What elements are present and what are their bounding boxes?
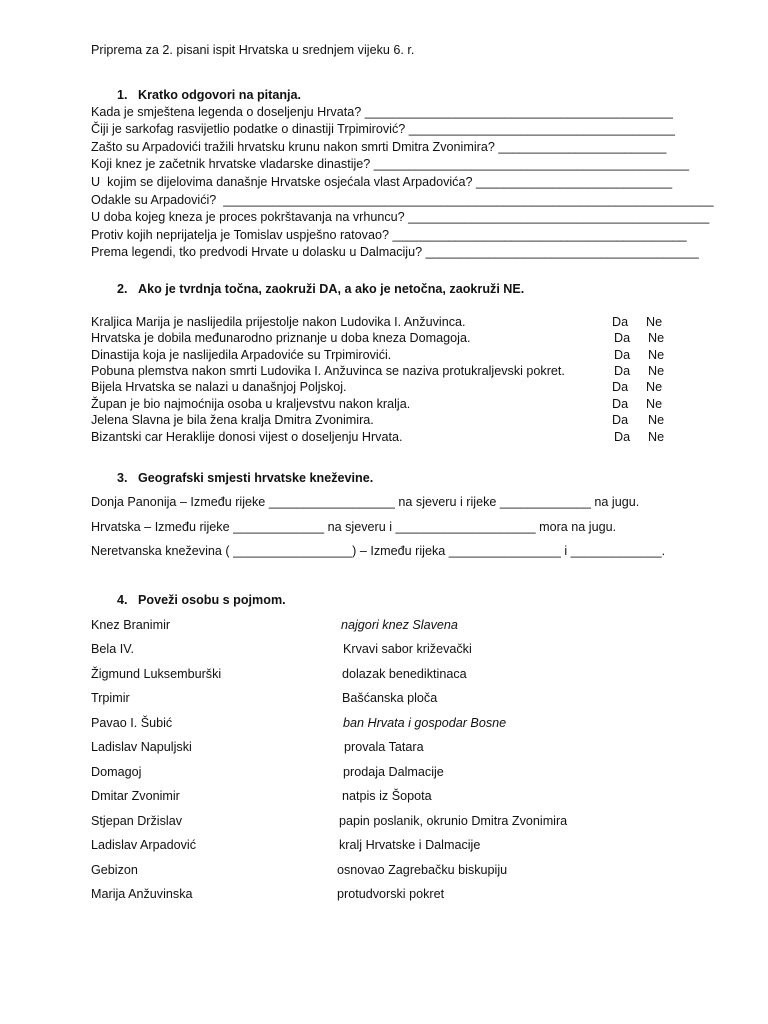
statement-3: Dinastija koja je naslijedila Arpadoviće su Trpimirovići. xyxy=(91,348,392,362)
term-8: natpis iz Šopota xyxy=(342,789,432,803)
answer-ne[interactable]: Ne xyxy=(648,413,665,427)
answer-da[interactable]: Da xyxy=(612,413,629,427)
term-9: papin poslanik, okrunio Dmitra Zvonimira xyxy=(339,814,568,828)
question-4: Koji knez je začetnik hrvatske vladarske dinastije? _____________________________________________ xyxy=(91,157,689,171)
term-10: kralj Hrvatske i Dalmacije xyxy=(339,838,481,852)
geography-line-3: Neretvanska kneževina ( _________________) – Između rijeka ________________ i _____________. xyxy=(91,544,666,558)
statement-8: Bizantski car Heraklije donosi vijest o doseljenju Hrvata. xyxy=(91,430,403,444)
person-4: Trpimir xyxy=(91,691,130,705)
answer-ne[interactable]: Ne xyxy=(648,430,665,444)
term-7: prodaja Dalmacije xyxy=(343,765,444,779)
question-8: Protiv kojih neprijatelja je Tomislav uspješno ratovao? __________________________________________ xyxy=(91,228,687,242)
section-2-number: 2. xyxy=(117,282,128,296)
answer-ne[interactable]: Ne xyxy=(648,331,665,345)
answer-da[interactable]: Da xyxy=(614,331,631,345)
question-6: Odakle su Arpadovići? ______________________________________________________________________ xyxy=(91,193,714,207)
answer-da[interactable]: Da xyxy=(614,430,631,444)
person-11: Gebizon xyxy=(91,863,138,877)
section-2-heading: Ako je tvrdnja točna, zaokruži DA, a ako je netočna, zaokruži NE. xyxy=(138,282,525,296)
answer-ne[interactable]: Ne xyxy=(646,315,663,329)
statement-5: Bijela Hrvatska se nalazi u današnjoj Poljskoj. xyxy=(91,380,347,394)
term-6: provala Tatara xyxy=(344,740,424,754)
question-7: U doba kojeg kneza je proces pokrštavanja na vrhuncu? ___________________________________________ xyxy=(91,210,710,224)
person-1: Knez Branimir xyxy=(91,618,171,632)
answer-ne[interactable]: Ne xyxy=(648,348,665,362)
answer-ne[interactable]: Ne xyxy=(648,364,665,378)
statement-7: Jelena Slavna je bila žena kralja Dmitra Zvonimira. xyxy=(91,413,374,427)
term-3: dolazak benediktinaca xyxy=(342,667,467,681)
question-3: Zašto su Arpadovići tražili hrvatsku krunu nakon smrti Dmitra Zvonimira? ________________________ xyxy=(91,140,667,154)
geography-line-1: Donja Panonija – Između rijeke __________________ na sjeveru i rijeke _____________ na jugu. xyxy=(91,495,640,509)
answer-da[interactable]: Da xyxy=(614,364,631,378)
section-4-heading: Poveži osobu s pojmom. xyxy=(138,593,286,607)
term-2: Krvavi sabor križevački xyxy=(343,642,472,656)
person-6: Ladislav Napuljski xyxy=(91,740,192,754)
question-5: U kojim se dijelovima današnje Hrvatske osjećala vlast Arpadovića? ____________________________ xyxy=(91,175,673,189)
person-5: Pavao I. Šubić xyxy=(91,716,173,730)
statement-1: Kraljica Marija je naslijedila prijestolje nakon Ludovika I. Anžuvinca. xyxy=(91,315,466,329)
section-4-number: 4. xyxy=(117,593,128,607)
person-9: Stjepan Držislav xyxy=(91,814,182,828)
person-8: Dmitar Zvonimir xyxy=(91,789,180,803)
person-2: Bela IV. xyxy=(91,642,134,656)
person-3: Žigmund Luksemburški xyxy=(91,667,222,681)
statement-2: Hrvatska je dobila međunarodno priznanje u doba kneza Domagoja. xyxy=(91,331,471,345)
worksheet-title: Priprema za 2. pisani ispit Hrvatska u srednjem vijeku 6. r. xyxy=(91,43,415,57)
section-3-number: 3. xyxy=(117,471,128,485)
statement-4: Pobuna plemstva nakon smrti Ludovika I. Anžuvinca se naziva protukraljevski pokret. xyxy=(91,364,565,378)
person-7: Domagoj xyxy=(91,765,142,779)
geography-line-2: Hrvatska – Između rijeke _____________ na sjeveru i ____________________ mora na jugu. xyxy=(91,520,617,534)
answer-da[interactable]: Da xyxy=(612,397,629,411)
term-5: ban Hrvata i gospodar Bosne xyxy=(343,716,507,730)
question-2: Čiji je sarkofag rasvijetlio podatke o dinastiji Trpimirović? ______________________________________ xyxy=(91,122,675,136)
answer-da[interactable]: Da xyxy=(612,315,629,329)
term-11: osnovao Zagrebačku biskupiju xyxy=(337,863,508,877)
term-12: protudvorski pokret xyxy=(337,887,445,901)
answer-da[interactable]: Da xyxy=(614,348,631,362)
section-1-heading: Kratko odgovori na pitanja. xyxy=(138,88,302,102)
section-1-number: 1. xyxy=(117,88,128,102)
answer-ne[interactable]: Ne xyxy=(646,380,663,394)
term-1: najgori knez Slavena xyxy=(341,618,458,632)
person-12: Marija Anžuvinska xyxy=(91,887,193,901)
answer-da[interactable]: Da xyxy=(612,380,629,394)
person-10: Ladislav Arpadović xyxy=(91,838,197,852)
statement-6: Župan je bio najmoćnija osoba u kraljevstvu nakon kralja. xyxy=(91,397,411,411)
question-9: Prema legendi, tko predvodi Hrvate u dolasku u Dalmaciju? _______________________________________ xyxy=(91,245,699,259)
answer-ne[interactable]: Ne xyxy=(646,397,663,411)
section-3-heading: Geografski smjesti hrvatske kneževine. xyxy=(138,471,374,485)
question-1: Kada je smještena legenda o doseljenju Hrvata? ____________________________________________ xyxy=(91,105,673,119)
term-4: Bašćanska ploča xyxy=(342,691,438,705)
